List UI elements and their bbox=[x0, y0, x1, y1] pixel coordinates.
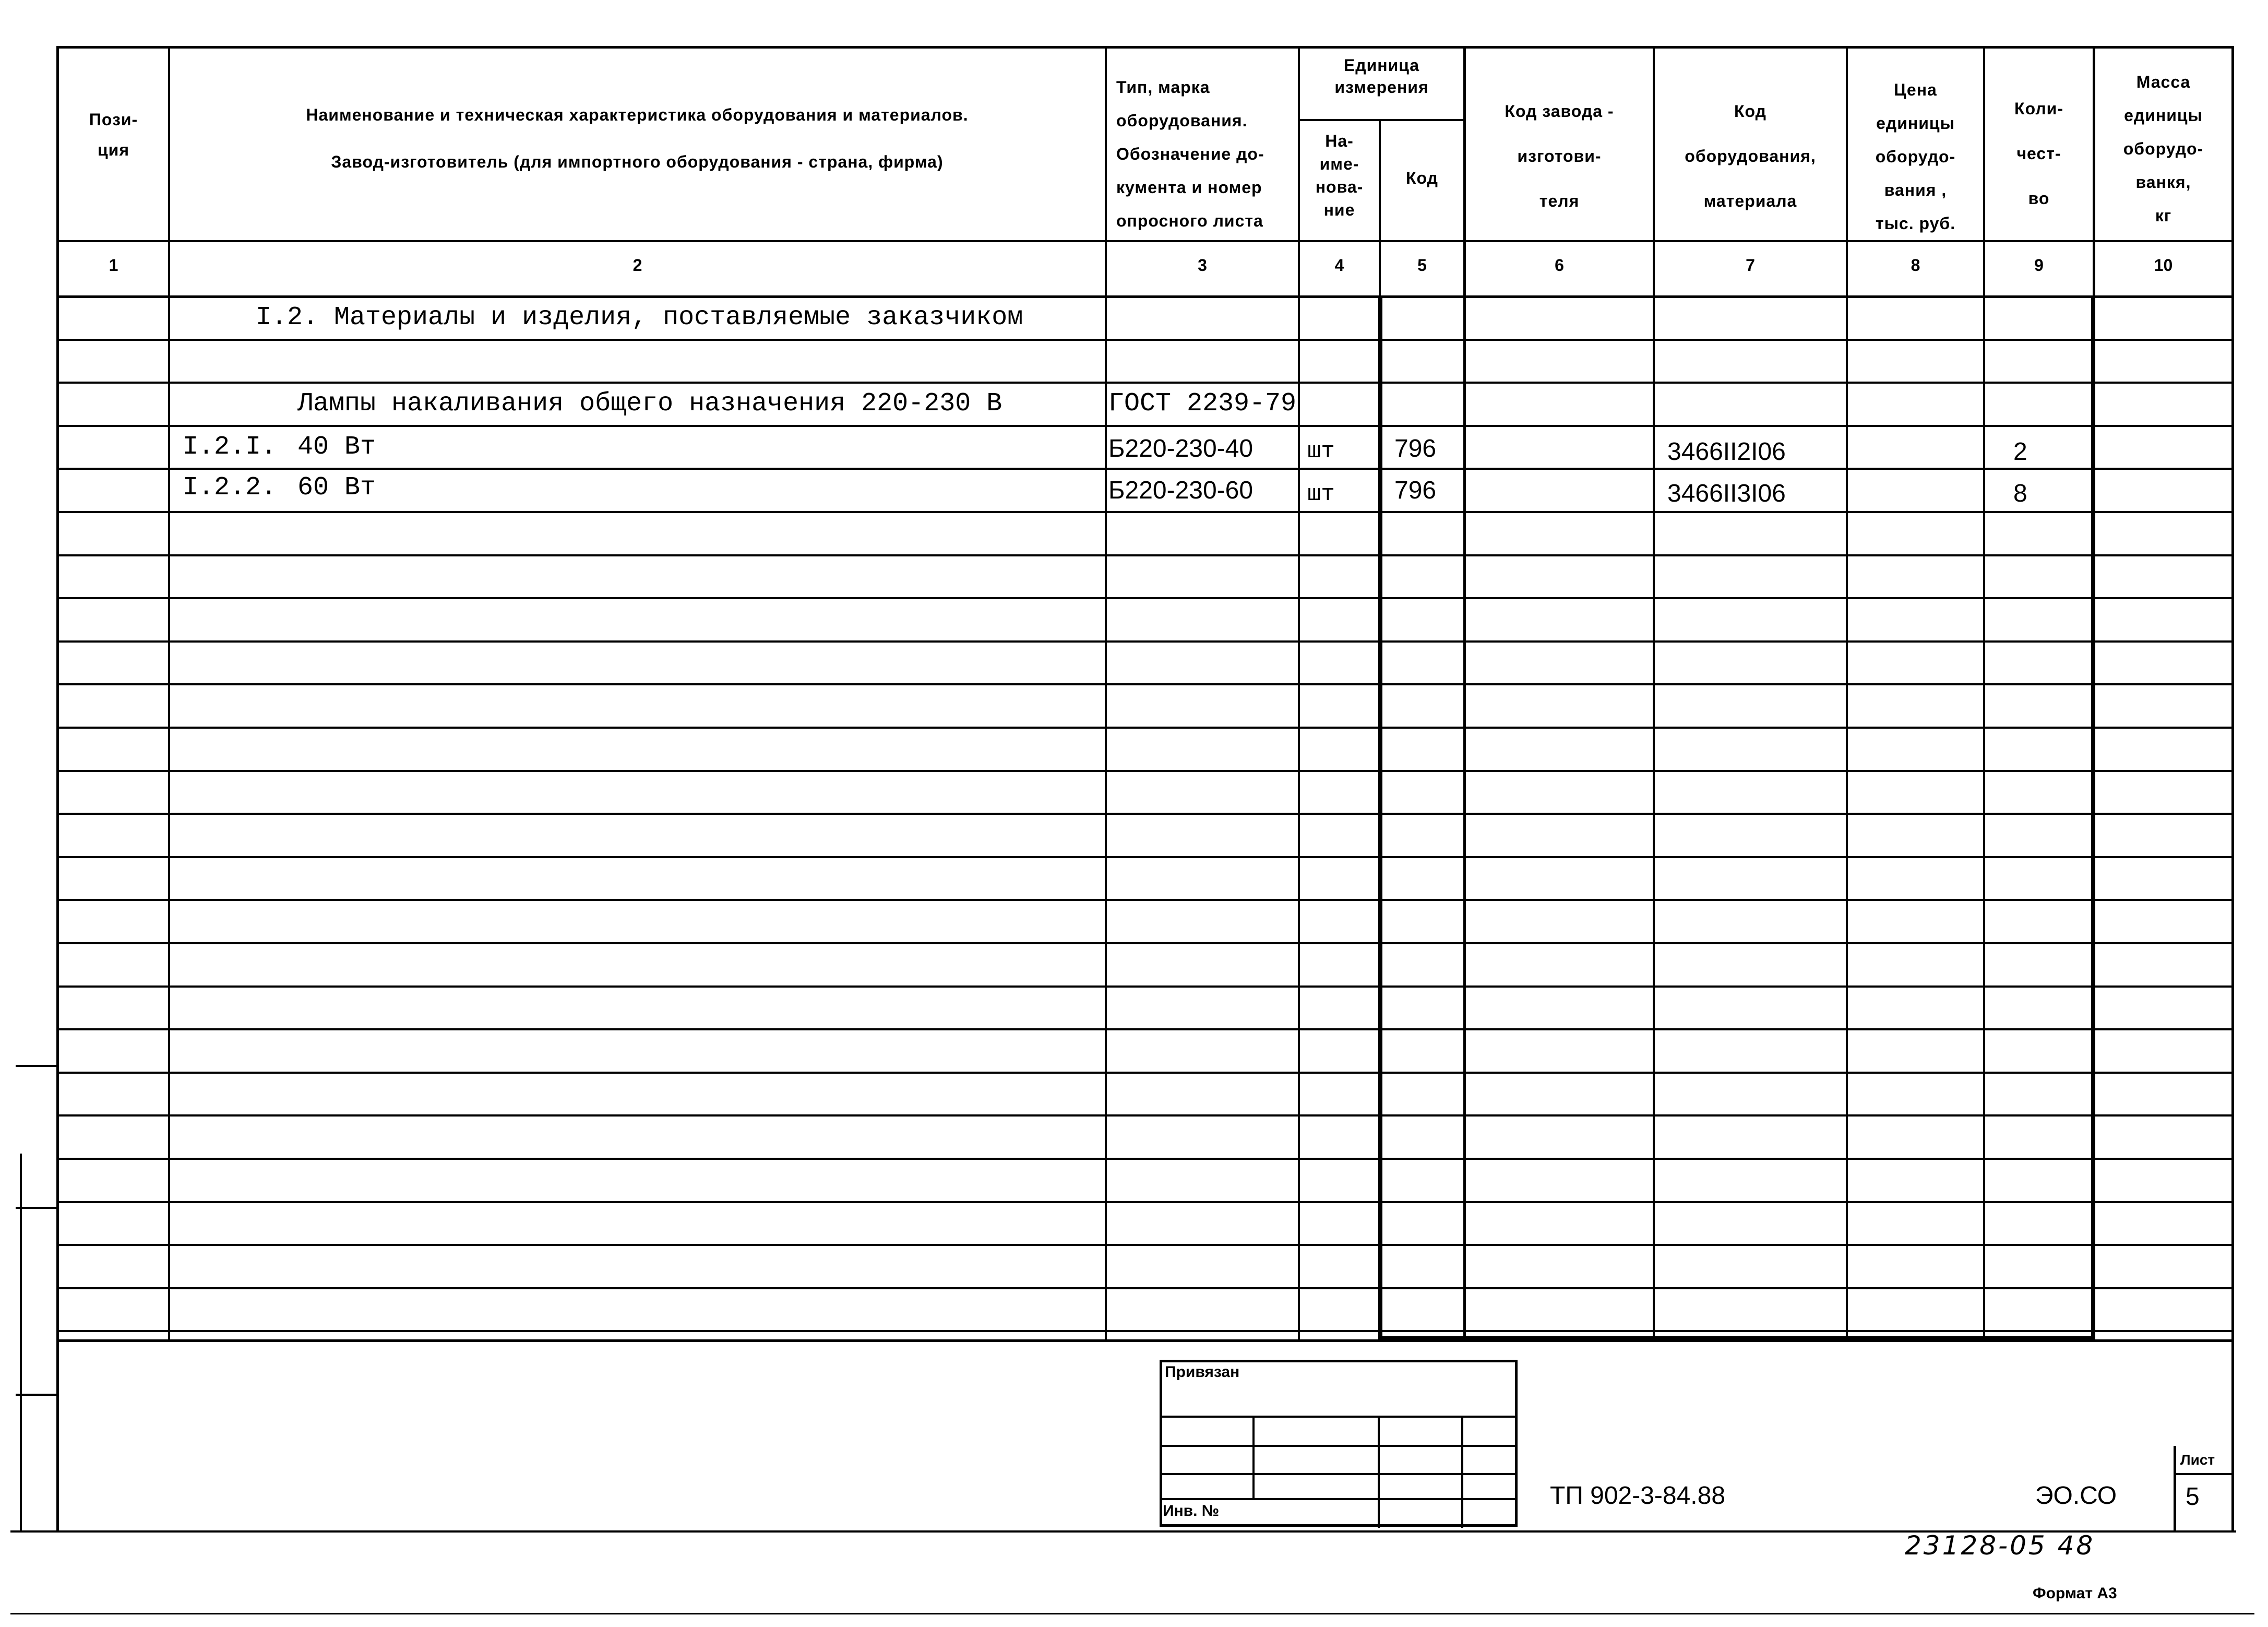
table-row-position: I.2.I. bbox=[183, 432, 277, 462]
sheet-label: Лист bbox=[2180, 1452, 2215, 1468]
binding-tick bbox=[16, 1065, 57, 1067]
column-number: 3 bbox=[1198, 256, 1207, 275]
column-number: 9 bbox=[2034, 256, 2044, 275]
table-row-line bbox=[57, 554, 2234, 556]
header-mass: Масса единицы оборудо- ванкя, кг bbox=[2123, 73, 2204, 225]
frame-top bbox=[57, 46, 2234, 49]
table-row-name: 40 Вт bbox=[297, 432, 376, 462]
table-row-line bbox=[57, 1114, 2234, 1117]
stamp-divider bbox=[1378, 1416, 1380, 1528]
table-row-type: Б220-230-40 bbox=[1108, 435, 1254, 462]
col-divider-5-6 bbox=[1463, 46, 1466, 1340]
column-number: 6 bbox=[1555, 256, 1564, 275]
table-row-line bbox=[57, 468, 2234, 470]
table-row-line bbox=[57, 339, 2234, 341]
bottom-trim-line bbox=[10, 1613, 2254, 1614]
table-row-unit-code: 796 bbox=[1394, 477, 1437, 504]
table-row-type: Б220-230-60 bbox=[1108, 477, 1254, 504]
table-row-line bbox=[57, 770, 2234, 772]
table-row-name: 60 Вт bbox=[297, 473, 376, 503]
table-row-equipment-code: 3466II3I06 bbox=[1667, 480, 1786, 507]
section-heading: I.2. Материалы и изделия, поставляемые заказчиком bbox=[256, 303, 1023, 332]
header-equipment-code: Код оборудования, материала bbox=[1685, 102, 1816, 210]
table-row-line bbox=[57, 985, 2234, 988]
paper-format: Формат А3 bbox=[2033, 1585, 2117, 1602]
table-row-line bbox=[57, 1287, 2234, 1289]
linked-label: Привязан bbox=[1165, 1363, 1240, 1381]
header-unit-code: Код bbox=[1406, 169, 1438, 187]
table-row-equipment-code: 3466II2I06 bbox=[1667, 438, 1786, 466]
table-row-name: Лампы накаливания общего назначения 220-230 В bbox=[297, 389, 1002, 419]
table-row-line bbox=[57, 1244, 2234, 1246]
table-row-line bbox=[57, 511, 2234, 513]
frame-right bbox=[2231, 46, 2234, 1533]
bold-col5-left bbox=[1378, 295, 1382, 1340]
binding-tick bbox=[16, 1207, 57, 1209]
table-row-quantity: 8 bbox=[2013, 480, 2027, 507]
table-row-unit: шт bbox=[1307, 438, 1335, 465]
section-code: ЭО.СО bbox=[2035, 1482, 2117, 1510]
document-code: ТП 902-3-84.88 bbox=[1550, 1482, 1726, 1510]
unit-group-line bbox=[1299, 119, 1465, 121]
header-name: Наименование и техническая характеристика оборудования и материалов. Завод-изготовитель (для импортного оборудования - страна, фирма) bbox=[306, 105, 969, 171]
header-position: Пози- ция bbox=[89, 110, 138, 159]
stamp-line bbox=[1160, 1498, 1518, 1500]
linked-stamp bbox=[1160, 1360, 1518, 1527]
table-row-line bbox=[57, 597, 2234, 599]
stamp-divider bbox=[1252, 1416, 1255, 1499]
table-row-position: I.2.2. bbox=[183, 473, 277, 503]
frame-bottom bbox=[10, 1530, 2236, 1533]
table-row-line bbox=[57, 856, 2234, 858]
table-row-quantity: 2 bbox=[2013, 438, 2027, 466]
bold-col9-right bbox=[2091, 295, 2095, 1340]
table-row-line bbox=[57, 1158, 2234, 1160]
column-number: 10 bbox=[2154, 256, 2173, 275]
table-row-line bbox=[57, 813, 2234, 815]
column-number: 2 bbox=[632, 256, 642, 275]
table-row-line bbox=[57, 382, 2234, 384]
inventory-number-label: Инв. № bbox=[1163, 1502, 1220, 1519]
header-factory-code: Код завода - изготови- теля bbox=[1505, 102, 1614, 210]
table-row-line bbox=[57, 1330, 2234, 1332]
col-divider-6-7 bbox=[1653, 46, 1655, 1340]
column-number: 4 bbox=[1334, 256, 1344, 275]
binding-strip bbox=[20, 1154, 22, 1530]
binding-tick bbox=[16, 1394, 57, 1396]
stamp-line bbox=[1160, 1473, 1518, 1475]
column-number: 7 bbox=[1746, 256, 1755, 275]
table-row-type: ГОСТ 2239-79 bbox=[1108, 389, 1297, 419]
stamp-line bbox=[1160, 1445, 1518, 1447]
column-number: 8 bbox=[1911, 256, 1920, 275]
header-bottom-line bbox=[57, 240, 2234, 242]
table-row-line bbox=[57, 727, 2234, 729]
header-quantity: Коли- чест- во bbox=[2014, 99, 2063, 208]
table-row-line bbox=[57, 683, 2234, 685]
col-divider-2-3 bbox=[1105, 46, 1107, 1340]
table-row-line bbox=[57, 640, 2234, 643]
column-number: 5 bbox=[1417, 256, 1427, 275]
table-row-line bbox=[57, 1201, 2234, 1203]
table-row-line bbox=[57, 942, 2234, 944]
table-row-unit-code: 796 bbox=[1394, 435, 1437, 462]
col-divider-1-2 bbox=[168, 46, 170, 1340]
col-divider-3-4 bbox=[1298, 46, 1300, 1340]
handwritten-archive-number: 23128-05 48 bbox=[1905, 1530, 2095, 1561]
col-divider-7-8 bbox=[1846, 46, 1848, 1340]
sheet-box-divider bbox=[2174, 1473, 2234, 1475]
header-unit-name: На- име- нова- ние bbox=[1315, 132, 1364, 219]
bold-frame-bottom bbox=[1378, 1336, 2095, 1340]
table-row-unit: шт bbox=[1307, 481, 1335, 507]
stamp-divider bbox=[1461, 1416, 1463, 1528]
header-price: Цена единицы оборудо- вания , тыс. руб. bbox=[1875, 80, 1956, 233]
table-row-line bbox=[57, 1028, 2234, 1030]
table-row-line bbox=[57, 899, 2234, 901]
table-row-line bbox=[57, 425, 2234, 427]
col-divider-8-9 bbox=[1983, 46, 1985, 1340]
table-row-line bbox=[57, 1072, 2234, 1074]
stamp-line bbox=[1160, 1416, 1518, 1418]
column-number: 1 bbox=[109, 256, 118, 275]
header-type: Тип, марка оборудования. Обозначение до- кумента и номер опросного листа bbox=[1116, 78, 1264, 230]
colnum-bottom-line bbox=[57, 295, 2234, 298]
sheet-number: 5 bbox=[2186, 1483, 2200, 1511]
header-unit-group: Единица измерения bbox=[1334, 56, 1429, 97]
